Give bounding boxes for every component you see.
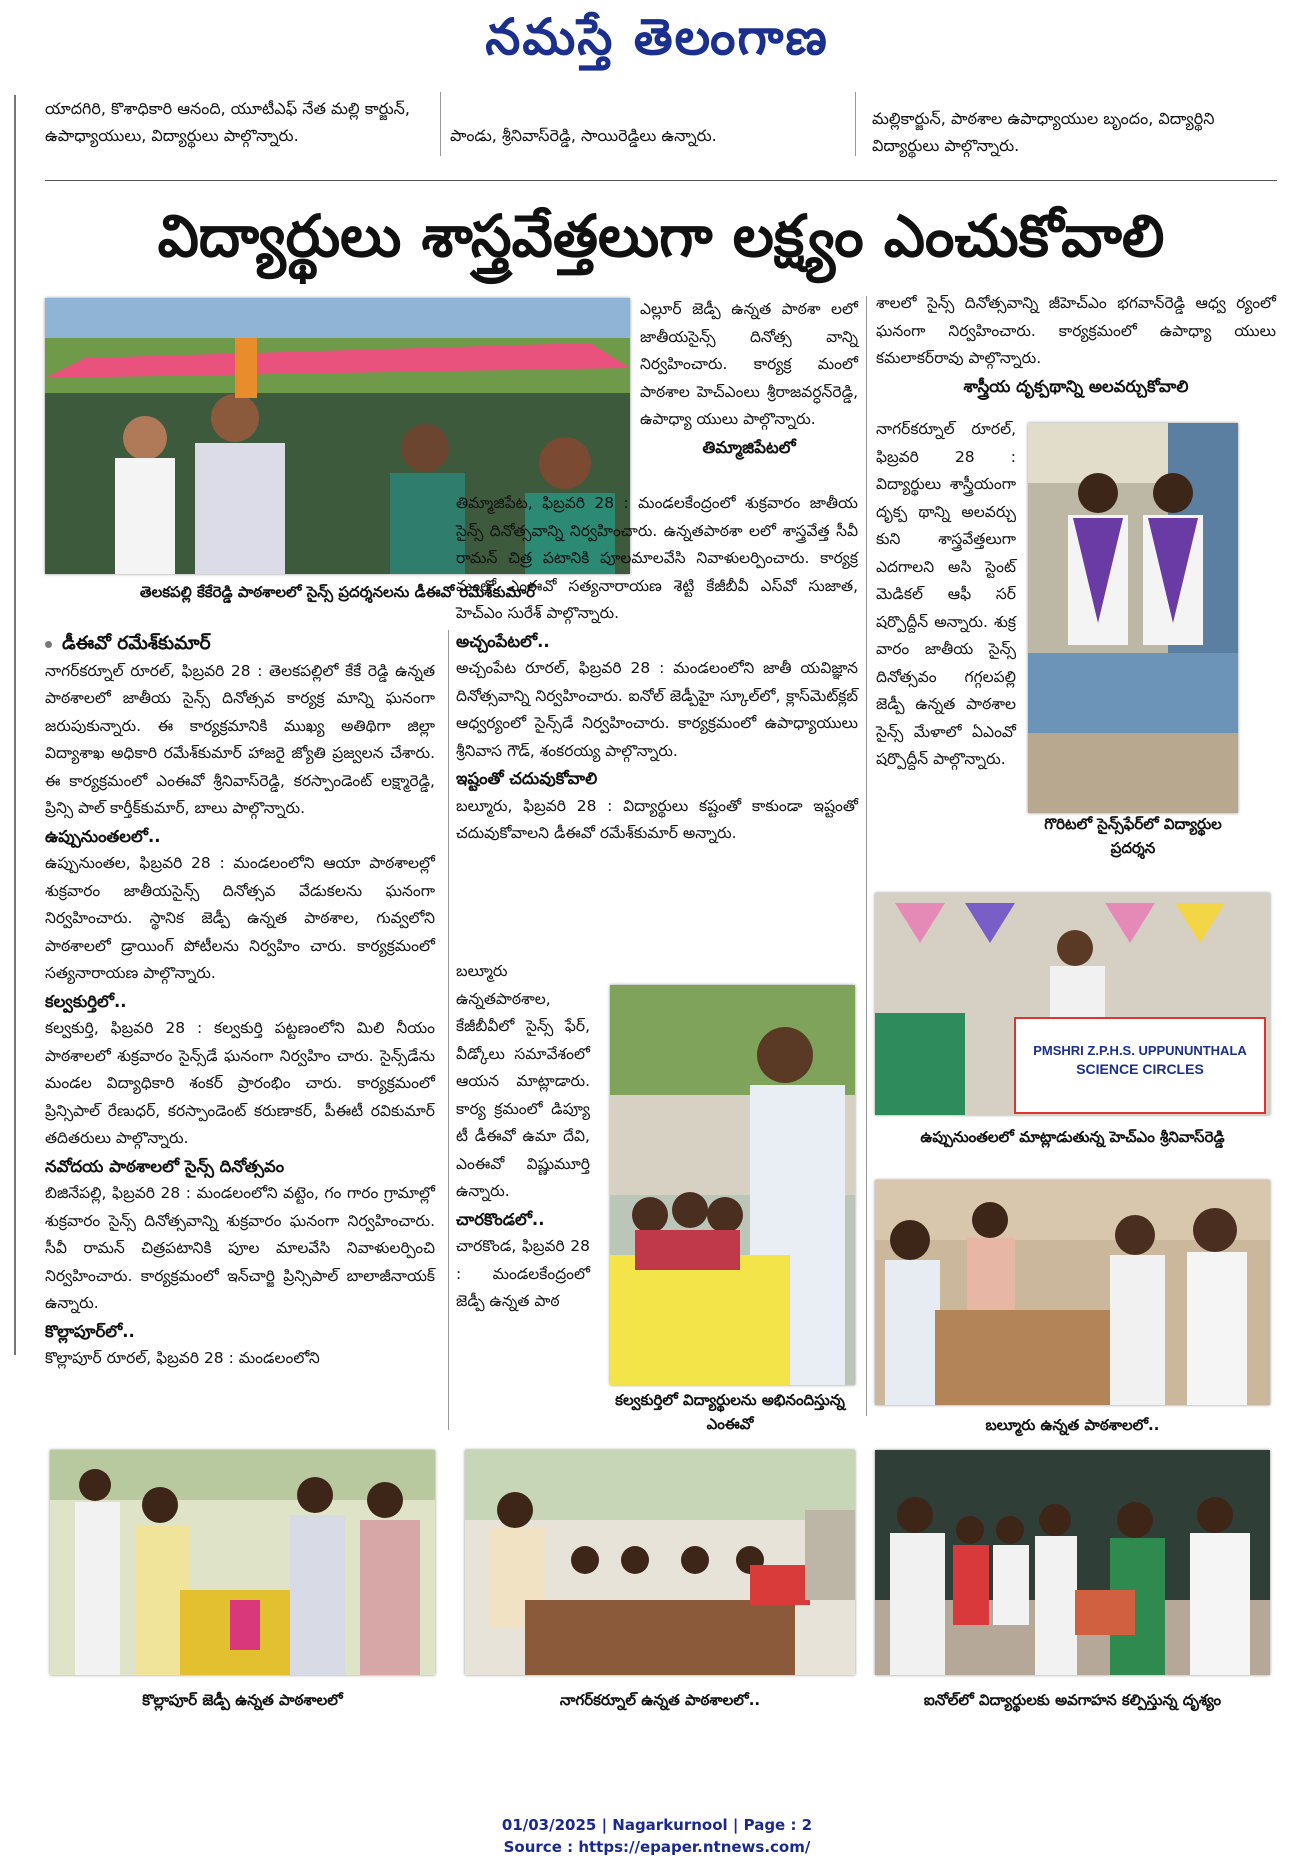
paragraph: చారకొండ, ఫిబ్రవరి 28 : మండలకేంద్రంలో జెడ్పీ ఉన్నత పాఠ [456, 1237, 590, 1310]
photo-balmoor [875, 1180, 1270, 1405]
photo-caption: ఉప్పునుంతలలో మాట్లాడుతున్న హెచ్ఎం శ్రీనివాస్‌రెడ్డి [920, 1128, 1225, 1146]
photo-caption: బల్మూరు ఉన్నత పాఠశాలలో.. [985, 1416, 1160, 1434]
paragraph: తిమ్మాజిపేట, ఫిబ్రవరి 28 : మండలకేంద్రంలో శుక్రవారం జాతీయ సైన్స్ దినోత్సవాన్ని నిర్వహించారు. ఉన్నతపాఠశా లలో శాస్త్రవేత్త సీవీ రామన్ చిత్ర పటానికి పూలమాలవేసి నివాళులర్పించారు. కార్యక్ర మంలో ఎంఈవో సత్యనారాయణ శెట్టి కేజీబీవీ ఎస్‌వో సుజాత, హెచ్ఎం సురేశ్ పాల్గొన్నారు. [456, 494, 858, 622]
photo-nagarkurnool [465, 1450, 855, 1675]
column-2 [456, 490, 858, 848]
paragraph: అచ్చంపేట రూరల్, ఫిబ్రవరి 28 : మండలంలోని జాతీ యవిజ్ఞాన దినోత్సవాన్ని నిర్వహించారు. ఐనోల్ జెడ్పీహై స్కూల్‌లో, క్లాస్‌మెట్‌క్లబ్ ఆధ్వర్యంలో సైన్స్‌డే నిర్వహించారు. కార్యక్రమంలో ఉపాధ్యాయులు శ్రీనివాస గౌడ్, శంకరయ్య పాల్గొన్నారు. [456, 659, 858, 760]
photo-gorita [1028, 423, 1238, 813]
footer-source: Source : https://epaper.ntnews.com/ [503, 1838, 811, 1856]
column-2-top [640, 296, 858, 461]
paragraph: బల్మూరు ఉన్నతపాఠశాల, కేజీబీవీలో సైన్స్ ఫేర్, వీడ్కోలు సమావేశంలో ఆయన మాట్లాడారు. కార్య క్రమంలో డిప్యూ టీ డీఈవో ఉమా దేవి, ఎంఈవో విష్ణుమూర్తి ఉన్నారు. [456, 962, 590, 1200]
column-1 [45, 630, 435, 1373]
photo-caption: తెలకపల్లి కేకేరెడ్డి పాఠశాలలో సైన్స్ ప్రదర్శనలను డీఈవో రమేశ్‌కుమార్ [139, 583, 536, 601]
left-margin-rule [14, 95, 16, 1355]
byline: డీఈవో రమేశ్‌కుమార్ [45, 630, 435, 658]
subheading: కల్వకుర్తిలో.. [45, 991, 127, 1011]
headline: విద్యార్థులు శాస్త్రవేత్తలుగా లక్ష్యం ఎంచుకోవాలి [157, 202, 1165, 270]
footer-dateline: 01/03/2025 | Nagarkurnool | Page : 2 [501, 1816, 813, 1834]
top-column-2: పాండు, శ్రీనివాస్‌రెడ్డి, సాయిరెడ్డిలు ఉన్నారు. [450, 126, 717, 145]
masthead-logo: నమస్తే తెలంగాణ [485, 8, 829, 66]
photo-uppununthala [875, 893, 1270, 1115]
section-rule [45, 180, 1277, 181]
photo-caption: ఐనోల్‌లో విద్యార్థులకు అవగాహన కల్పిస్తున్న దృశ్యం [923, 1691, 1222, 1709]
photo-caption: కొల్లాపూర్ జెడ్పీ ఉన్నత పాఠశాలలో [142, 1691, 343, 1709]
top-column-3: మల్లికార్జున్, పాఠశాల ఉపాధ్యాయుల బృందం, విద్యార్థిని విద్యార్థులు పాల్గొన్నారు. [872, 109, 1215, 155]
subheading: అచ్చంపేటలో.. [456, 631, 550, 651]
paragraph: బల్మూరు, ఫిబ్రవరి 28 : విద్యార్థులు కష్టంతో కాకుండా ఇష్టంతో చదువుకోవాలని డీఈవో రమేశ్‌కుమార్ అన్నారు. [456, 796, 858, 842]
banner-line-1: PMSHRI Z.P.H.S. UPPUNUNTHALA [1033, 1043, 1247, 1058]
column-divider [866, 296, 867, 1416]
column-divider [440, 92, 441, 156]
subheading: చారకొండలో.. [456, 1209, 545, 1229]
column-divider [448, 630, 449, 1430]
paragraph: ఉప్పునుంతల, ఫిబ్రవరి 28 : మండలంలోని ఆయా పాఠశాలల్లో శుక్రవారం జాతీయసైన్స్ దినోత్సవ వేడుకలను ఘనంగా నిర్వహించారు. స్థానిక జెడ్పీ ఉన్నత పాఠశాల, గువ్వలోని పాఠశాలలో డ్రాయింగ్ పోటీలను నిర్వహిం చారు. కార్యక్రమంలో సత్యనారాయణ పాల్గొన్నారు. [45, 854, 435, 982]
column-divider [855, 92, 856, 156]
paragraph: కల్వకుర్తి, ఫిబ్రవరి 28 : కల్వకుర్తి పట్టణంలోని మిలి నీయం పాఠశాలలో శుక్రవారం సైన్స్‌డే ఘనంగా నిర్వహిం చారు. సైన్స్‌డేను మండల విద్యాధికారి శంకర్ ప్రారంభిం చారు. కార్యక్రమంలో ప్రిన్సిపాల్ రేణుధర్, కరస్పాండెంట్ కరుణాకర్, పీఈటీ రవికుమార్ తదితరులు పాల్గొన్నారు. [45, 1019, 435, 1147]
paragraph: కొల్లాపూర్ రూరల్, ఫిబ్రవరి 28 : మండలంలోని [45, 1349, 320, 1367]
photo-ainol [875, 1450, 1270, 1675]
photo-caption: కల్వకుర్తిలో విద్యార్థులను అభినందిస్తున్న ఎంఈవో [615, 1391, 845, 1433]
bullet-icon [45, 641, 52, 648]
subheading: తిమ్మాజిపేటలో [702, 437, 796, 457]
top-column-1: యాదగిరి, కొశాధికారి ఆనంది, యూటీఎఫ్ నేత మల్లి కార్జున్, ఉపాధ్యాయులు, విద్యార్థులు పాల్గొన్నారు. [45, 99, 410, 145]
photo-caption: నాగర్‌కర్నూల్ ఉన్నత పాఠశాలలో.. [559, 1691, 761, 1709]
paragraph: శాలలో సైన్స్ దినోత్సవాన్ని జీహెచ్ఎం భగవాన్‌రెడ్డి ఆధ్వ ర్యంలో ఘనంగా నిర్వహించారు. కార్యక్రమంలో ఉపాధ్యా యులు కమలాకర్‌రావు పాల్గొన్నారు. [876, 294, 1276, 367]
banner-line-2: SCIENCE CIRCLES [1076, 1061, 1204, 1077]
subheading: నవోదయ పాఠశాలలో సైన్స్ దినోత్సవం [45, 1156, 285, 1176]
paragraph: నాగర్‌కర్నూల్ రూరల్, ఫిబ్రవరి 28 : విద్యార్థులు శాస్త్రీయంగా దృక్ప థాన్ని అలవర్చు కుని శాస్త్రవేత్తలుగా ఎదగాలని అసి స్టెంట్ మెడికల్ ఆఫీ సర్ షర్పొద్దీన్ అన్నారు. శుక్ర వారం జాతీయ సైన్స్ దినోత్సవం గగ్గలపల్లి జెడ్పీ ఉన్నత పాఠశాల సైన్స్ మేళాలో ఏఎంవో షర్పొద్దీన్ పాల్గొన్నారు. [876, 420, 1016, 768]
subheading: కొల్లాపూర్‌లో.. [45, 1321, 135, 1341]
paragraph: ఎల్లూర్ జెడ్పీ ఉన్నత పాఠశా లలో జాతీయసైన్స్ దినోత్స వాన్ని నిర్వహించారు. కార్యక్ర మంలో పాఠశాల హెచ్ఎంలు శ్రీరాజవర్ధన్‌రెడ్డి, ఉపాధ్యా యులు పాల్గొన్నారు. [640, 300, 858, 428]
subheading: ఉప్పునుంతలలో.. [45, 826, 161, 846]
paragraph: బిజినేపల్లి, ఫిబ్రవరి 28 : మండలంలోని వట్టెం, గం గారం గ్రామాల్లో శుక్రవారం సైన్స్ దినోత్సవాన్ని శుక్రవారం ఘనంగా నిర్వహించారు. సీవీ రామన్ చిత్రపటానికి పూల మాలవేసి నివాళులర్పించి నిర్వహించారు. కార్యక్రమంలో ఇన్‌చార్జి ప్రిన్సిపాల్ బాలాజీనాయక్ ఉన్నారు. [45, 1184, 435, 1312]
photo-caption: గొరిటలో సైన్స్‌ఫేర్‌లో విద్యార్థుల ప్రదర్శన [1044, 815, 1222, 857]
column-3 [876, 416, 1016, 774]
subheading: శాస్త్రీయ దృక్పథాన్ని అలవర్చుకోవాలి [963, 376, 1189, 396]
paragraph: నాగర్‌కర్నూల్ రూరల్, ఫిబ్రవరి 28 : తెలకపల్లిలో కేకే రెడ్డి ఉన్నత పాఠశాలలో జాతీయ సైన్స్ దినోత్సవ కార్యక్ర మాన్ని ఘనంగా జరుపుకున్నారు. ఈ కార్యక్రమానికి ముఖ్య అతిథిగా జిల్లా విద్యాశాఖ అధికారి రమేశ్‌కుమార్ హాజరై జ్యోతి ప్రజ్వలన చేశారు. ఈ కార్యక్రమంలో ఎంఈవో శ్రీనివాస్‌రెడ్డి, కరస్పాండెంట్ లక్ష్మారెడ్డి, ప్రిన్సి పాల్ కార్తీక్‌కుమార్, బాలు పాల్గొన్నారు. [45, 661, 435, 817]
subheading: ఇష్టంతో చదువుకోవాలి [456, 769, 598, 788]
column-2-narrow [456, 958, 590, 1316]
photo-kollapur [50, 1450, 435, 1675]
photo-kalwakurthy [610, 985, 855, 1385]
column-3-top [876, 290, 1276, 400]
